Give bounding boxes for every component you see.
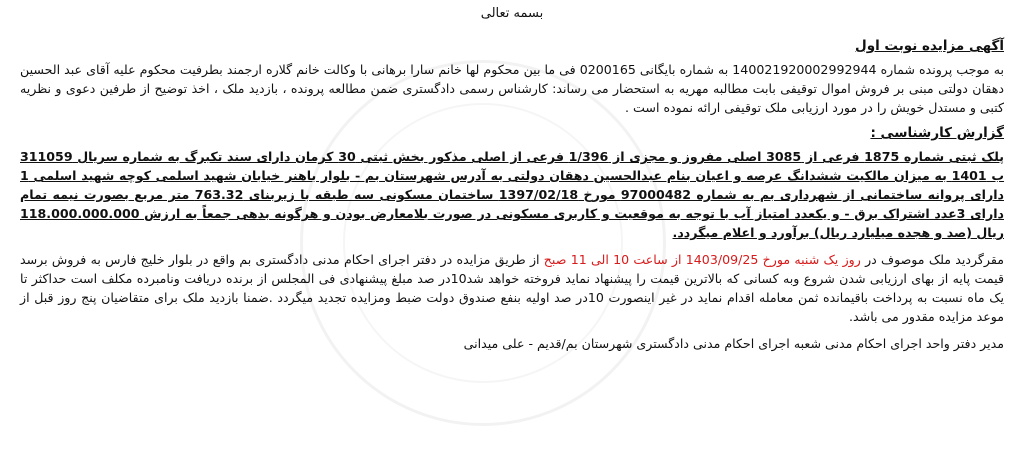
auction-paragraph [20, 250, 1004, 326]
auction-date-highlight: روز یک شنبه مورخ 1403/09/25 از ساعت 10 الی 11 صبح [543, 252, 861, 267]
expert-report: پلک ثبتی شماره 1875 فرعی از 3085 اصلی مفروز و مجزی از 1/396 فرعی از اصلی مذکور بخش ثبتی 30 کرمان دارای سند تکبرگ به شماره سریال 311059 ب 1401 به میزان مالکیت ششدانگ عرصه و اعیان بنام عبدالحسین دهقان دولتی به آدرس شهرستان بم - بلوار باهنر خیابان شهید اسلمی کوچه شهید اسلمی 1 دارای پروانه ساختمانی از شهرداری بم به شماره 97000482 مورخ 1397/02/18 ساختمان مسکونی سه طبقه با زیربنای 763.32 متر مربع بصورت نیمه تمام دارای 3عدد اشتراک برق - و یکعدد امتیاز آب با توجه به موقعیت و کاربری مسکونی در صورت بلامعارض بودن و هرگونه بدهی جمعاً به ارزش 118.000.000.000 ریال (صد و هجده میلیارد ریال) برآورد و اعلام میگردد. [20, 149, 1005, 240]
signature-line: مدیر دفتر واحد اجرای احکام مدنی شعبه اجرای احکام مدنی دادگستری شهرستان بم/قدیم - علی میدانی [463, 336, 1004, 351]
auction-text-rest: از طریق مزایده در دفتر اجرای احکام مدنی دادگستری بم واقع در بلوار خلیج فارس به فروش برسد قیمت پایه از بهای ارزیابی شدن شروع وبه کسانی که بالاترین قیمت را پیشنهاد نماید فروخته خواهد شد10در صد مبلغ پیشنهادی فی المجلس از برنده دریافت ونامبرده مکلف است حداکثر تا یک ماه نسبت به پرداخت باقیمانده ثمن معامله اقدام نماید در غیر اینصورت 10در صد اولیه بنفع صندوق دولت ضبط ومزایده تجدید میگردد .ضمنا بازدید ملک برای متقاضیان پنج روز قبل از موعد مزایده مقدور می باشد. [20, 252, 1004, 324]
notice-title: آگهی مزایده نوبت اول [855, 38, 1004, 54]
auction-text-start: مقرگردید ملک موصوف در [860, 252, 1004, 267]
report-title: گزارش کارشناسی : [870, 125, 1004, 141]
intro-paragraph: به موجب پرونده شماره 140021920002992944 به شماره بایگانی 0200165 فی ما بین محکوم لها خانم سارا برهانی با وکالت خانم گلاره ارجمند بطرفیت محکوم علیه آقای عبد الحسین دهقان دولتی مبنی بر فروش اموال توقیفی بابت مطالبه مهریه به استحضار می رساند: کارشناس رسمی دادگستری ضمن مطالعه پرونده ، بازدید ملک ، اخذ توضیح از طرفین دعوی و نظریه کتبی و مستدل خویش را در مورد ارزیابی ملک توقیفی ارائه نموده است . [20, 62, 1004, 115]
basmala: بسمه تعالی [480, 6, 544, 21]
